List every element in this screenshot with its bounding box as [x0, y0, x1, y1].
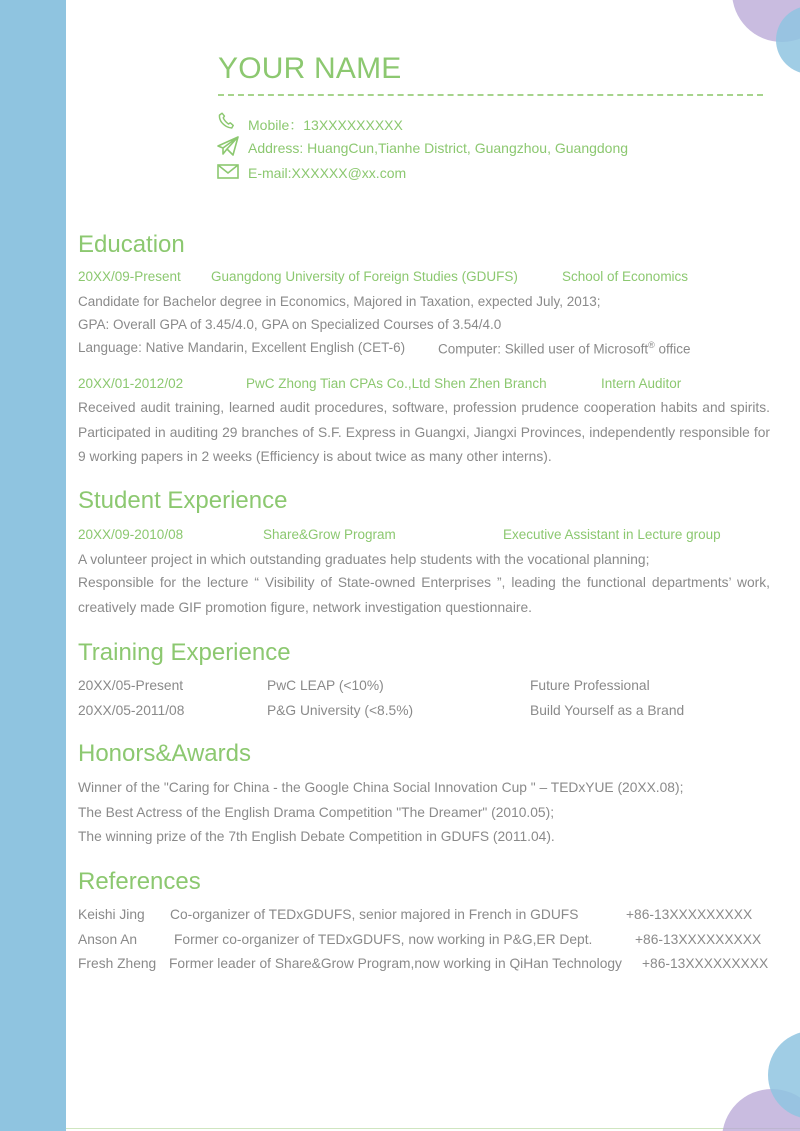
reference-phone: +86-13XXXXXXXXX: [635, 932, 762, 947]
honor-item: The Best Actress of the English Drama Competition "The Dreamer" (2010.05);: [78, 805, 555, 820]
envelope-icon: [216, 160, 240, 185]
student-entry-description: Responsible for the lecture “ Visibility of State-owned Enterprises ”, leading the functional departments’ work, creatively made GIF promotion figure, network investigation questionnaire.: [78, 575, 770, 615]
training-experience-heading: Training Experience: [78, 639, 291, 666]
page-title-name: YOUR NAME: [218, 52, 402, 85]
student-entry-line: A volunteer project in which outstanding graduates help students with the vocational planning;: [78, 552, 650, 567]
education-entry1-role: School of Economics: [562, 269, 689, 284]
reference-name: Keishi Jing: [78, 907, 145, 922]
education-entry2-org: PwC Zhong Tian CPAs Co.,Ltd Shen Zhen Branch: [246, 376, 547, 391]
name-dashed-rule: [218, 94, 763, 96]
contact-mobile-text: Mobile：13XXXXXXXXX: [248, 117, 403, 133]
honors-awards-heading: Honors&Awards: [78, 740, 251, 767]
reference-name: Anson An: [78, 932, 138, 947]
reference-name: Fresh Zheng: [78, 956, 157, 971]
reference-description: Former co-organizer of TEDxGDUFS, now working in P&G,ER Dept.: [174, 932, 593, 947]
student-experience-heading: Student Experience: [78, 487, 288, 514]
student-entry-role: Executive Assistant in Lecture group: [503, 527, 721, 542]
education-computer: [438, 340, 691, 357]
education-entry1-line: Candidate for Bachelor degree in Economics, Majored in Taxation, expected July, 2013;: [78, 294, 601, 309]
top-right-circles-decoration: [710, 0, 800, 90]
contact-email: [216, 162, 756, 184]
honor-item: The winning prize of the 7th English Debate Competition in GDUFS (2011.04).: [78, 829, 555, 844]
paper-plane-icon: [216, 135, 240, 160]
training-program: PwC LEAP (<10%): [267, 678, 384, 693]
education-computer-prefix: Computer: Skilled user of Microsoft: [438, 341, 649, 357]
education-entry1-line: GPA: Overall GPA of 3.45/4.0, GPA on Specialized Courses of 3.54/4.0: [78, 317, 502, 332]
reference-description: Former leader of Share&Grow Program,now working in QiHan Technology: [169, 956, 622, 971]
training-program: P&G University (<8.5%): [267, 703, 414, 718]
education-entry1-date: 20XX/09-Present: [78, 269, 181, 284]
student-entry-org: Share&Grow Program: [263, 527, 396, 542]
contact-address-text: Address: HuangCun,Tianhe District, Guangzhou, Guangdong: [248, 140, 629, 156]
bottom-divider: [66, 1128, 800, 1129]
training-date: 20XX/05-2011/08: [78, 703, 185, 718]
registered-mark: ®: [648, 340, 655, 350]
phone-icon: [216, 110, 238, 135]
honor-item: Winner of the "Caring for China - the Google China Social Innovation Cup " – TEDxYUE (20XX.08);: [78, 780, 684, 795]
education-entry2-description: Received audit training, learned audit procedures, software, profession prudence cooperation habits and spirits. Participated in auditing 29 branches of S.F. Express in Guangxi, Jiangxi Provinces, independently responsible for 9 working papers in 2 weeks (Efficiency is about twice as many other interns).: [78, 400, 770, 464]
bottom-right-circles-decoration: [710, 1031, 800, 1131]
student-entry-date: 20XX/09-2010/08: [78, 527, 184, 542]
reference-description: Co-organizer of TEDxGDUFS, senior majored in French in GDUFS: [170, 907, 579, 922]
education-entry1-org: Guangdong University of Foreign Studies (GDUFS): [211, 269, 518, 284]
education-language: Language: Native Mandarin, Excellent English (CET-6): [78, 340, 406, 355]
contact-address: [216, 137, 756, 159]
contact-email-text: E-mail:XXXXXX@xx.com: [248, 165, 407, 181]
education-computer-suffix: office: [654, 341, 691, 357]
references-heading: References: [78, 868, 201, 895]
education-entry2-date: 20XX/01-2012/02: [78, 376, 184, 391]
training-description: Build Yourself as a Brand: [530, 703, 685, 718]
education-entry2-role: Intern Auditor: [601, 376, 682, 391]
education-heading: Education: [78, 231, 185, 258]
training-description: Future Professional: [530, 678, 650, 693]
training-date: 20XX/05-Present: [78, 678, 184, 693]
left-sidebar-bar: [0, 0, 66, 1131]
reference-phone: +86-13XXXXXXXXX: [642, 956, 769, 971]
reference-phone: +86-13XXXXXXXXX: [626, 907, 753, 922]
contact-mobile: [216, 112, 756, 134]
